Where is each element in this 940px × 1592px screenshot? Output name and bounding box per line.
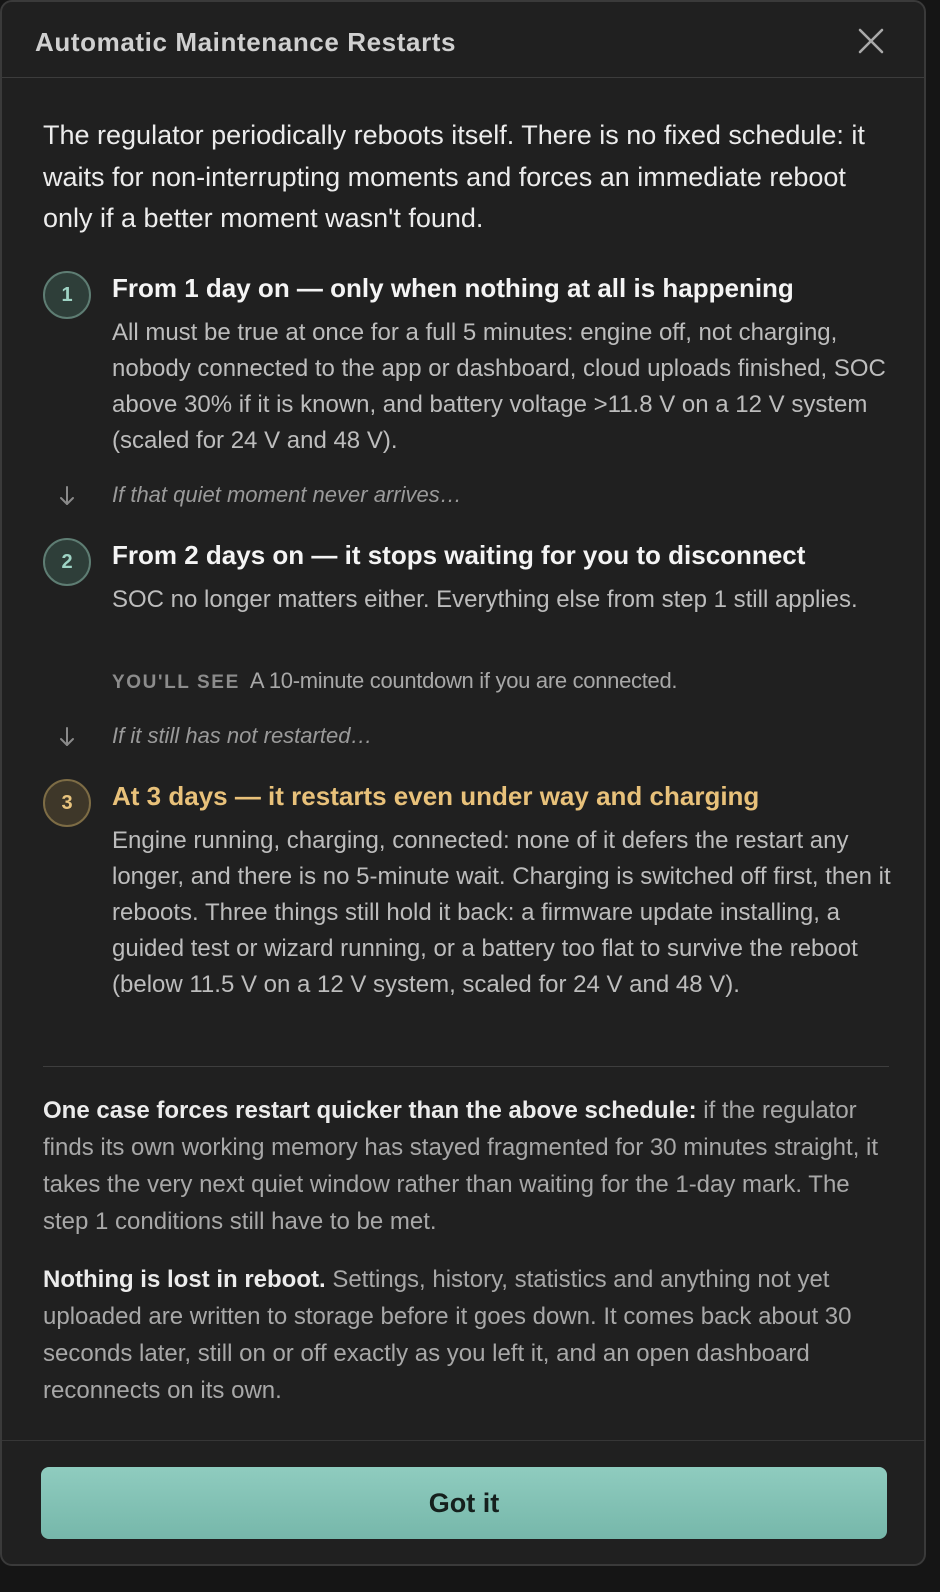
nothing-lost-note (43, 1261, 889, 1409)
you-will-see-label: YOU'LL SEE (112, 672, 240, 693)
intro-text: The regulator periodically reboots itself. There is no fixed schedule: it waits for non-interrupting moments and forces an immediate reboot only if a better moment wasn't found. (43, 120, 865, 233)
close-button[interactable] (854, 24, 888, 58)
arrow-down-icon (57, 726, 77, 748)
step-3-description: Engine running, charging, connected: none of it defers the restart any longer, and there is no 5-minute wait. Charging is switched off first, then it reboots. Three things still hold it back: a firmware update installing, a guided test or wizard running, or a battery too flat to survive the reboot (below 11.5 V on a 12 V system, scaled for 24 V and 48 V). (112, 827, 891, 998)
step-2-description: SOC no longer matters either. Everything else from step 1 still applies. (112, 586, 858, 613)
step-2-you-will-see (112, 668, 677, 694)
note-2-text: Settings, history, statistics and anything not yet uploaded are written to storage before it goes down. It comes back about 30 seconds later, still on or off exactly as you left it, and an open dashboard reconnects on its own. (43, 1266, 852, 1404)
step-3-badge: 3 (43, 779, 91, 827)
step-2-title: From 2 days on — it stops waiting for you to disconnect (112, 540, 806, 570)
memory-fragmentation-note (43, 1092, 889, 1240)
connector-2-text: If it still has not restarted… (112, 723, 373, 748)
step-1-title: From 1 day on — only when nothing at all is happening (112, 273, 794, 303)
step-2-badge: 2 (43, 538, 91, 586)
note-2-lead: Nothing is lost in reboot. (43, 1266, 326, 1293)
step-1-badge: 1 (43, 271, 91, 319)
you-will-see-text: A 10-minute countdown if you are connected. (249, 668, 678, 693)
step-connector-1 (43, 482, 889, 512)
arrow-down-icon (57, 485, 77, 507)
close-icon (854, 24, 888, 58)
dialog-title: Automatic Maintenance Restarts (35, 27, 457, 57)
note-1-text: if the regulator finds its own working memory has stayed fragmented for 30 minutes straight, it takes the very next quiet window rather than waiting for the 1-day mark. The step 1 conditions still have to be met. (43, 1097, 879, 1235)
step-3-title: At 3 days — it restarts even under way and charging (112, 781, 760, 811)
step-1-description: All must be true at once for a full 5 minutes: engine off, not charging, nobody connected to the app or dashboard, cloud uploads finished, SOC above 30% if it is known, and battery voltage >11.8 V on a 12 V system (scaled for 24 V and 48 V). (112, 319, 886, 454)
dialog-footer (2, 1440, 924, 1564)
got-it-button[interactable]: Got it (41, 1467, 887, 1539)
step-connector-2 (43, 723, 889, 753)
note-1-lead: One case forces restart quicker than the above schedule: (43, 1097, 697, 1124)
section-divider (43, 1066, 889, 1067)
dialog-header (2, 2, 924, 78)
connector-1-text: If that quiet moment never arrives… (112, 482, 462, 507)
